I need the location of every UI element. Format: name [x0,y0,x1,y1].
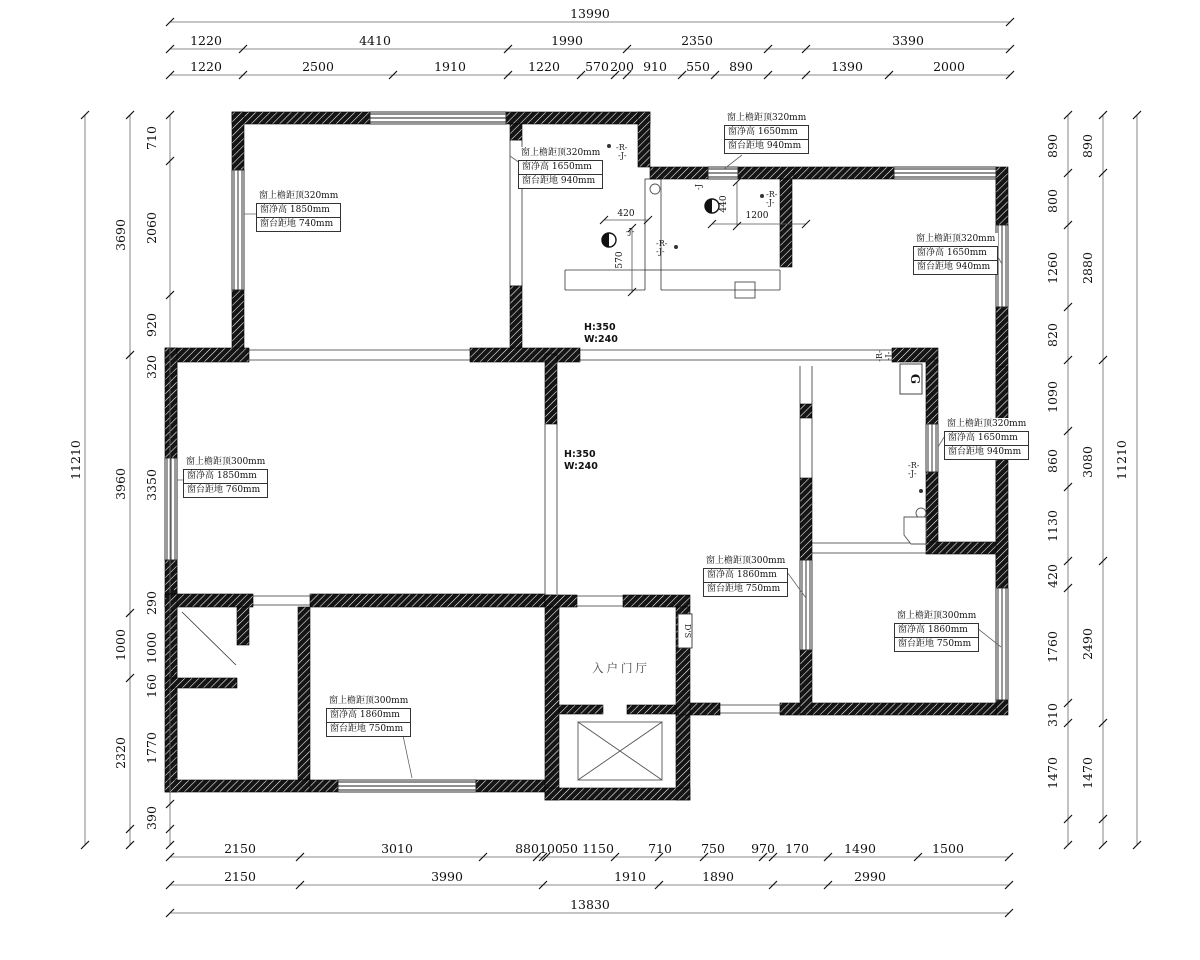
inplan-dim: 420 [617,209,635,219]
dim-label: 4410 [359,33,391,48]
dim-label: 1220 [190,33,222,48]
wall [510,124,522,140]
dim-label: 2320 [113,737,128,769]
wall [794,167,894,179]
dim-label: 910 [643,59,667,74]
wall [926,472,938,542]
dim-label: 890 [729,59,753,74]
dim-label: 50 [562,841,578,856]
dim-label: 3080 [1080,446,1095,478]
dim-label: 3350 [144,469,159,501]
dim-label: 3990 [431,869,463,884]
dim-label: 320 [144,355,159,379]
dim-label: 820 [1045,323,1060,347]
dim-label: 1260 [1045,252,1060,284]
dim-label: 1890 [702,869,734,884]
window-annotation-line: 窗上檐距顶320mm [518,147,603,161]
wall [510,286,522,354]
dim-label: 920 [144,313,159,337]
dim-label: 310 [1045,703,1060,727]
window-annotation-line: 窗净高 1850mm [183,470,268,484]
window-annotation-line: 窗上檐距顶320mm [944,418,1029,432]
dim-label: 1470 [1080,757,1095,789]
dim-label: 11210 [1114,440,1129,480]
dim-label: 710 [144,126,159,150]
wall [165,780,310,792]
dim-label: 13830 [570,897,610,912]
window-annotation [183,456,268,498]
window-annotation [894,610,979,652]
wall [800,404,812,418]
wall [676,715,690,800]
window-annotation-line: 窗台距地 760mm [183,484,268,498]
dim-label: 1910 [434,59,466,74]
window-annotation-line: 窗上檐距顶320mm [256,190,341,204]
dim-label: 1500 [932,841,964,856]
dim-label: 200 [610,59,634,74]
wall [237,607,249,645]
dim-label: 750 [701,841,725,856]
wall [165,594,177,792]
wall [545,354,557,424]
window-annotation-line: 窗上檐距顶300mm [703,555,788,569]
dim-label: 2150 [224,841,256,856]
rj-marker: -J [694,184,703,190]
wall [690,703,720,715]
wall [165,594,253,607]
dim-label: 160 [144,674,159,698]
window-annotation-line: 窗上檐距顶320mm [724,112,809,126]
wall [545,595,559,800]
wall [476,780,545,792]
dim-label: 2000 [933,59,965,74]
dim-label: 1760 [1045,631,1060,663]
dim-label: 1470 [1045,757,1060,789]
wall [800,650,812,715]
window-annotation-line: 窗上檐距顶300mm [183,456,268,470]
wall [780,703,800,715]
dim-label: 1910 [614,869,646,884]
window [370,112,506,124]
window-annotation-line: 窗台距地 940mm [913,261,998,275]
rj-marker: -J- [656,247,665,256]
window-annotation [724,112,809,154]
wall [506,112,650,124]
window-annotation-line: 窗上檐距顶320mm [913,233,998,247]
wall [812,703,996,715]
wall [165,678,237,688]
dim-label: 1990 [551,33,583,48]
wall [310,780,338,792]
dim-label: 890 [1080,134,1095,158]
dim-label: 1000 [144,632,159,664]
ds-label: D'S [683,623,692,639]
window-annotation [944,418,1029,460]
dim-label: 2990 [854,869,886,884]
window-annotation-line: 窗净高 1860mm [326,709,411,723]
dim-label: 800 [1045,189,1060,213]
wall [165,348,249,362]
window-annotation-line: 窗台距地 750mm [703,583,788,597]
dim-label: 1390 [831,59,863,74]
wall [559,705,603,714]
window-annotation [326,695,411,737]
wall [298,607,310,780]
window-annotation-line: 窗净高 1650mm [724,126,809,140]
wall [545,788,690,800]
dim-label: 890 [1045,134,1060,158]
wall [232,290,244,354]
dim-label: 11210 [68,440,83,480]
wall [232,112,244,170]
window-annotation [518,147,603,189]
dim-label: 100 [539,841,563,856]
rj-marker: -R- [766,190,778,199]
dim-label: 1000 [113,629,128,661]
inplan-dim: 440 [719,195,729,213]
window-annotation-line: 窗净高 1860mm [894,624,979,638]
dim-label: 13990 [570,6,610,21]
socket-dot [919,489,923,493]
wall [780,179,792,267]
inplan-dim-ticks [600,178,810,296]
window [165,458,177,560]
dim-label: 3010 [381,841,413,856]
wall [470,348,580,362]
window [800,560,812,650]
window-annotation [256,190,341,232]
window-annotation [703,555,788,597]
window-annotation-line: 窗台距地 750mm [326,723,411,737]
window-annotation-line: 窗台距地 940mm [944,446,1029,460]
window-annotation-line: 窗上檐距顶300mm [326,695,411,709]
toilet-fixture [904,517,926,544]
rj-marker: -R- [656,239,668,248]
wall [545,595,577,607]
dim-label: 2060 [144,212,159,244]
dim-label: 2490 [1080,628,1095,660]
rj-marker: -J- [625,227,635,236]
dim-label: 1150 [582,841,614,856]
wall [996,367,1008,588]
window [926,424,938,472]
dim-label: 2500 [302,59,334,74]
wall [623,595,690,607]
dim-label: 1490 [844,841,876,856]
dim-label: 3960 [113,468,128,500]
beam-label-w: W:240 [584,334,618,345]
elevator-x [578,722,662,780]
wall [638,112,650,167]
dim-label: 3690 [113,219,128,251]
window-annotation-line: 窗台距地 940mm [518,175,603,189]
rj-marker: -J- [908,469,917,478]
dim-label: 1090 [1045,381,1060,413]
window-annotation-line: 窗台距地 740mm [256,218,341,232]
ceiling-lamp-symbol [602,233,616,247]
inplan-dim: 570 [615,251,625,269]
dim-label: 710 [648,841,672,856]
dim-label: 570 [585,59,609,74]
wall [627,705,676,714]
window-annotation-line: 窗净高 1650mm [944,432,1029,446]
dim-label: 860 [1045,449,1060,473]
rj-marker: -J- [618,151,627,160]
socket-dot [607,144,611,148]
dim-label: 1770 [144,732,159,764]
wall [738,167,794,179]
wall [650,167,708,179]
dim-label: 390 [144,806,159,830]
window-annotation-line: 窗净高 1860mm [703,569,788,583]
window [894,167,996,179]
wall [996,700,1008,715]
window-annotation-line: 窗台距地 750mm [894,638,979,652]
rj-marker: -R- [908,461,920,470]
window [338,780,476,792]
wall [996,307,1008,367]
dim-label: 1130 [1045,510,1060,542]
fixture-circle [916,508,926,518]
rj-marker: -R- [875,350,884,362]
wall [800,478,812,560]
window-annotation-line: 窗台距地 940mm [724,140,809,154]
beam-label-h: H:350 [564,449,596,460]
ceiling-lamp-symbol [705,199,719,213]
dim-label: 170 [785,841,809,856]
room-label-foyer: 入户门厅 [592,661,650,675]
dim-label: 2880 [1080,252,1095,284]
dim-label: 2150 [224,869,256,884]
elevator-shaft [578,722,662,780]
window-annotation-line: 窗净高 1850mm [256,204,341,218]
dim-label: 1220 [190,59,222,74]
beam-label-h: H:350 [584,322,616,333]
window-annotation-line: 窗上檐距顶300mm [894,610,979,624]
dim-label: 550 [686,59,710,74]
window-annotation [913,233,998,275]
wall [926,360,938,424]
dim-label: 1220 [528,59,560,74]
window [708,167,738,179]
dim-label: 970 [751,841,775,856]
dim-label: 3390 [892,33,924,48]
rj-marker: -J- [884,351,893,361]
window-annotation-line: 窗净高 1650mm [518,161,603,175]
wall [996,167,1008,225]
beam-label-w: W:240 [564,461,598,472]
g-label: G [908,373,922,385]
window [232,170,244,290]
wall [165,348,177,458]
dim-label: 420 [1045,564,1060,588]
wall [310,594,545,607]
window-annotation-line: 窗净高 1650mm [913,247,998,261]
socket-dot [674,245,678,249]
dim-label: 880 [515,841,539,856]
inplan-dim: 1200 [745,211,769,221]
rj-marker: -J- [766,198,775,207]
dim-label: 2350 [681,33,713,48]
socket-dot [760,194,764,198]
dim-label: 290 [144,591,159,615]
rj-marker: -R- [616,143,628,152]
fixture-circle [650,184,660,194]
wall [232,112,370,124]
